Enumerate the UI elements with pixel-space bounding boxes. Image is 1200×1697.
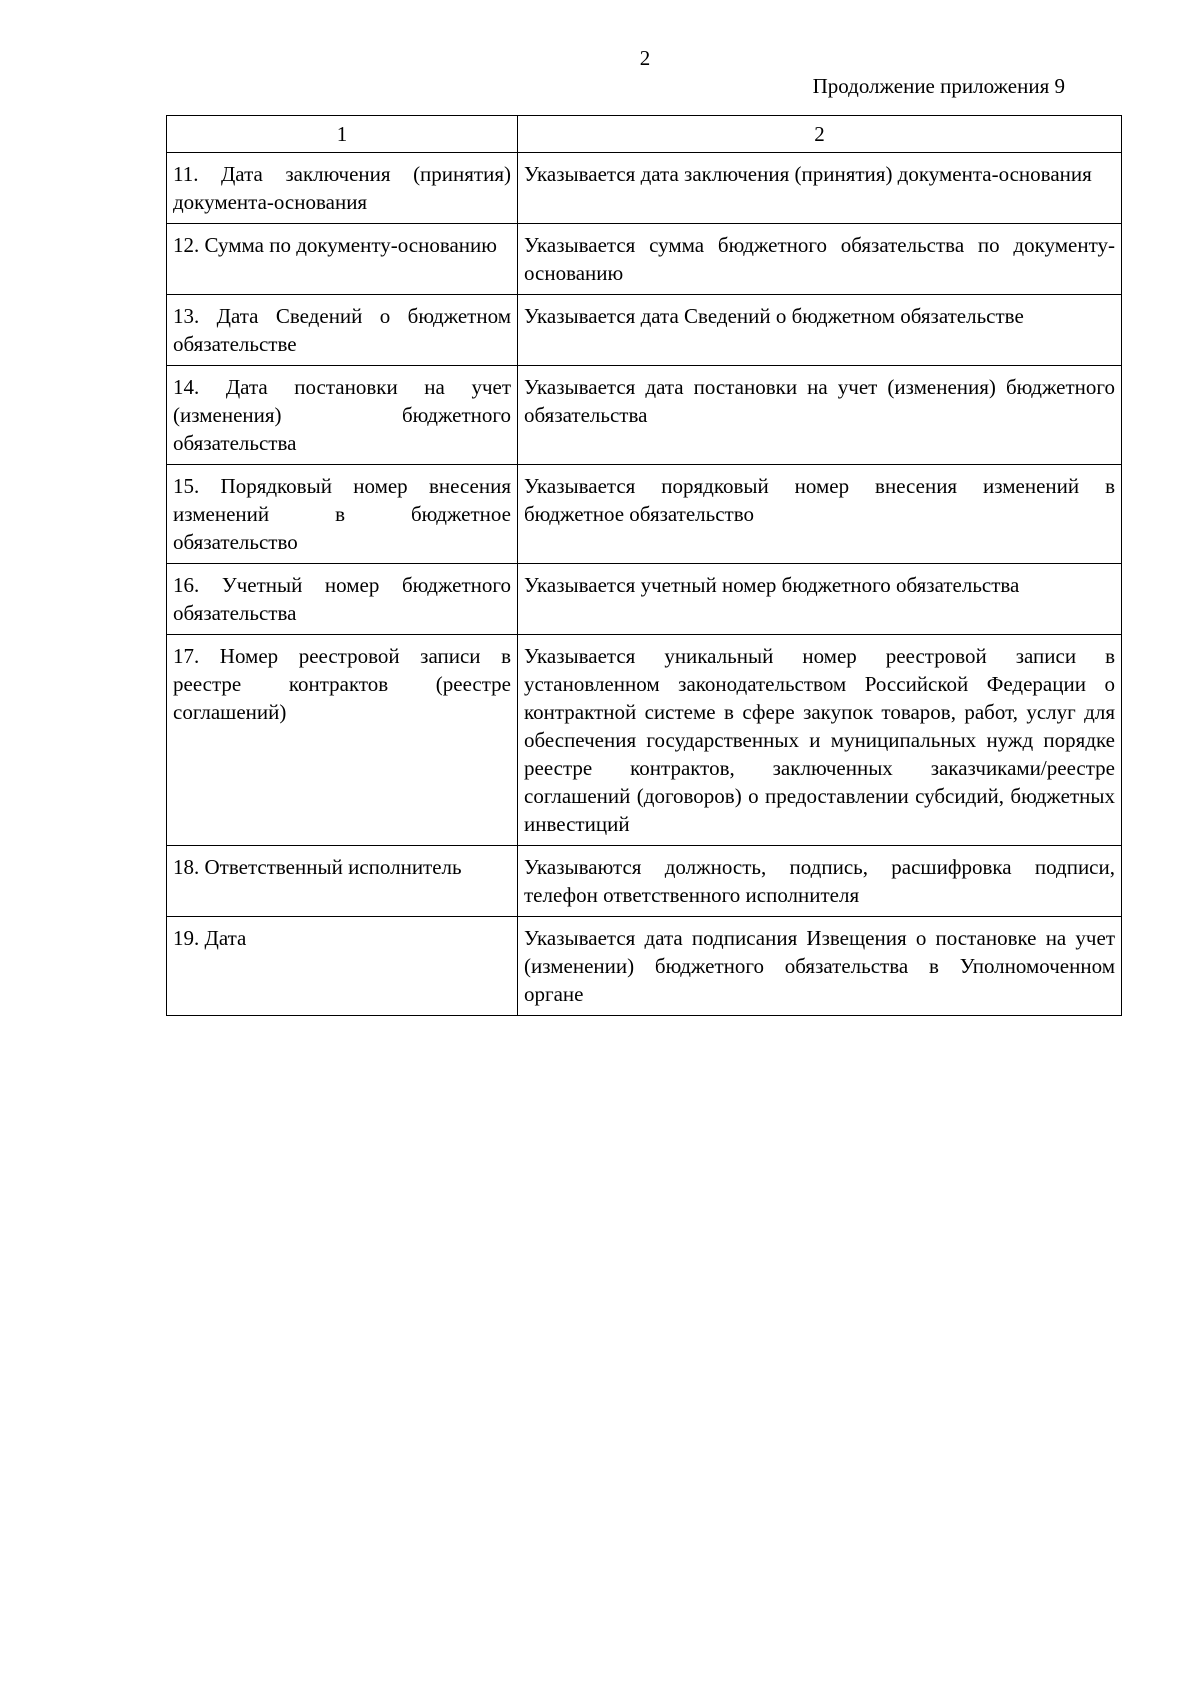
column-header-1: 1 (167, 116, 518, 153)
field-name-cell: 18. Ответственный исполнитель (167, 846, 518, 917)
field-name-cell: 15. Порядковый номер внесения изменений в бюджетное обязательство (167, 465, 518, 564)
page-number: 2 (639, 46, 651, 70)
field-description-cell: Указывается учетный номер бюджетного обязательства (518, 564, 1122, 635)
table-row (167, 224, 1122, 295)
field-description-cell: Указывается порядковый номер внесения изменений в бюджетное обязательство (518, 465, 1122, 564)
field-name-cell: 16. Учетный номер бюджетного обязательства (167, 564, 518, 635)
field-name-cell: 17. Номер реестровой записи в реестре контрактов (реестре соглашений) (167, 635, 518, 846)
appendix-note: Продолжение приложения 9 (812, 74, 1065, 98)
column-header-2: 2 (518, 116, 1122, 153)
table-row (167, 465, 1122, 564)
table-row (167, 846, 1122, 917)
field-name-cell: 19. Дата (167, 917, 518, 1016)
field-description-cell: Указывается дата Сведений о бюджетном обязательстве (518, 295, 1122, 366)
table-row (167, 153, 1122, 224)
field-description-cell: Указывается сумма бюджетного обязательства по документу-основанию (518, 224, 1122, 295)
table-row (167, 917, 1122, 1016)
field-name-cell: 14. Дата постановки на учет (изменения) бюджетного обязательства (167, 366, 518, 465)
field-name-cell: 11. Дата заключения (принятия) документа-основания (167, 153, 518, 224)
field-description-cell: Указывается уникальный номер реестровой записи в установленном законодательством Российской Федерации о контрактной системе в сфере закупок товаров, работ, услуг для обеспечения государственных и муниципальных нужд порядке реестре контрактов, заключенных заказчиками/реестре соглашений (договоров) о предоставлении субсидий, бюджетных инвестиций (518, 635, 1122, 846)
table-header-row (167, 116, 1122, 153)
field-name-cell: 13. Дата Сведений о бюджетном обязательстве (167, 295, 518, 366)
fields-table (166, 115, 1122, 1016)
table-row (167, 295, 1122, 366)
table-row (167, 366, 1122, 465)
field-name-cell: 12. Сумма по документу-основанию (167, 224, 518, 295)
field-description-cell: Указывается дата постановки на учет (изменения) бюджетного обязательства (518, 366, 1122, 465)
field-description-cell: Указывается дата подписания Извещения о постановке на учет (изменении) бюджетного обязательства в Уполномоченном органе (518, 917, 1122, 1016)
field-description-cell: Указывается дата заключения (принятия) документа-основания (518, 153, 1122, 224)
field-description-cell: Указываются должность, подпись, расшифровка подписи, телефон ответственного исполнителя (518, 846, 1122, 917)
table-row (167, 564, 1122, 635)
table-row (167, 635, 1122, 846)
